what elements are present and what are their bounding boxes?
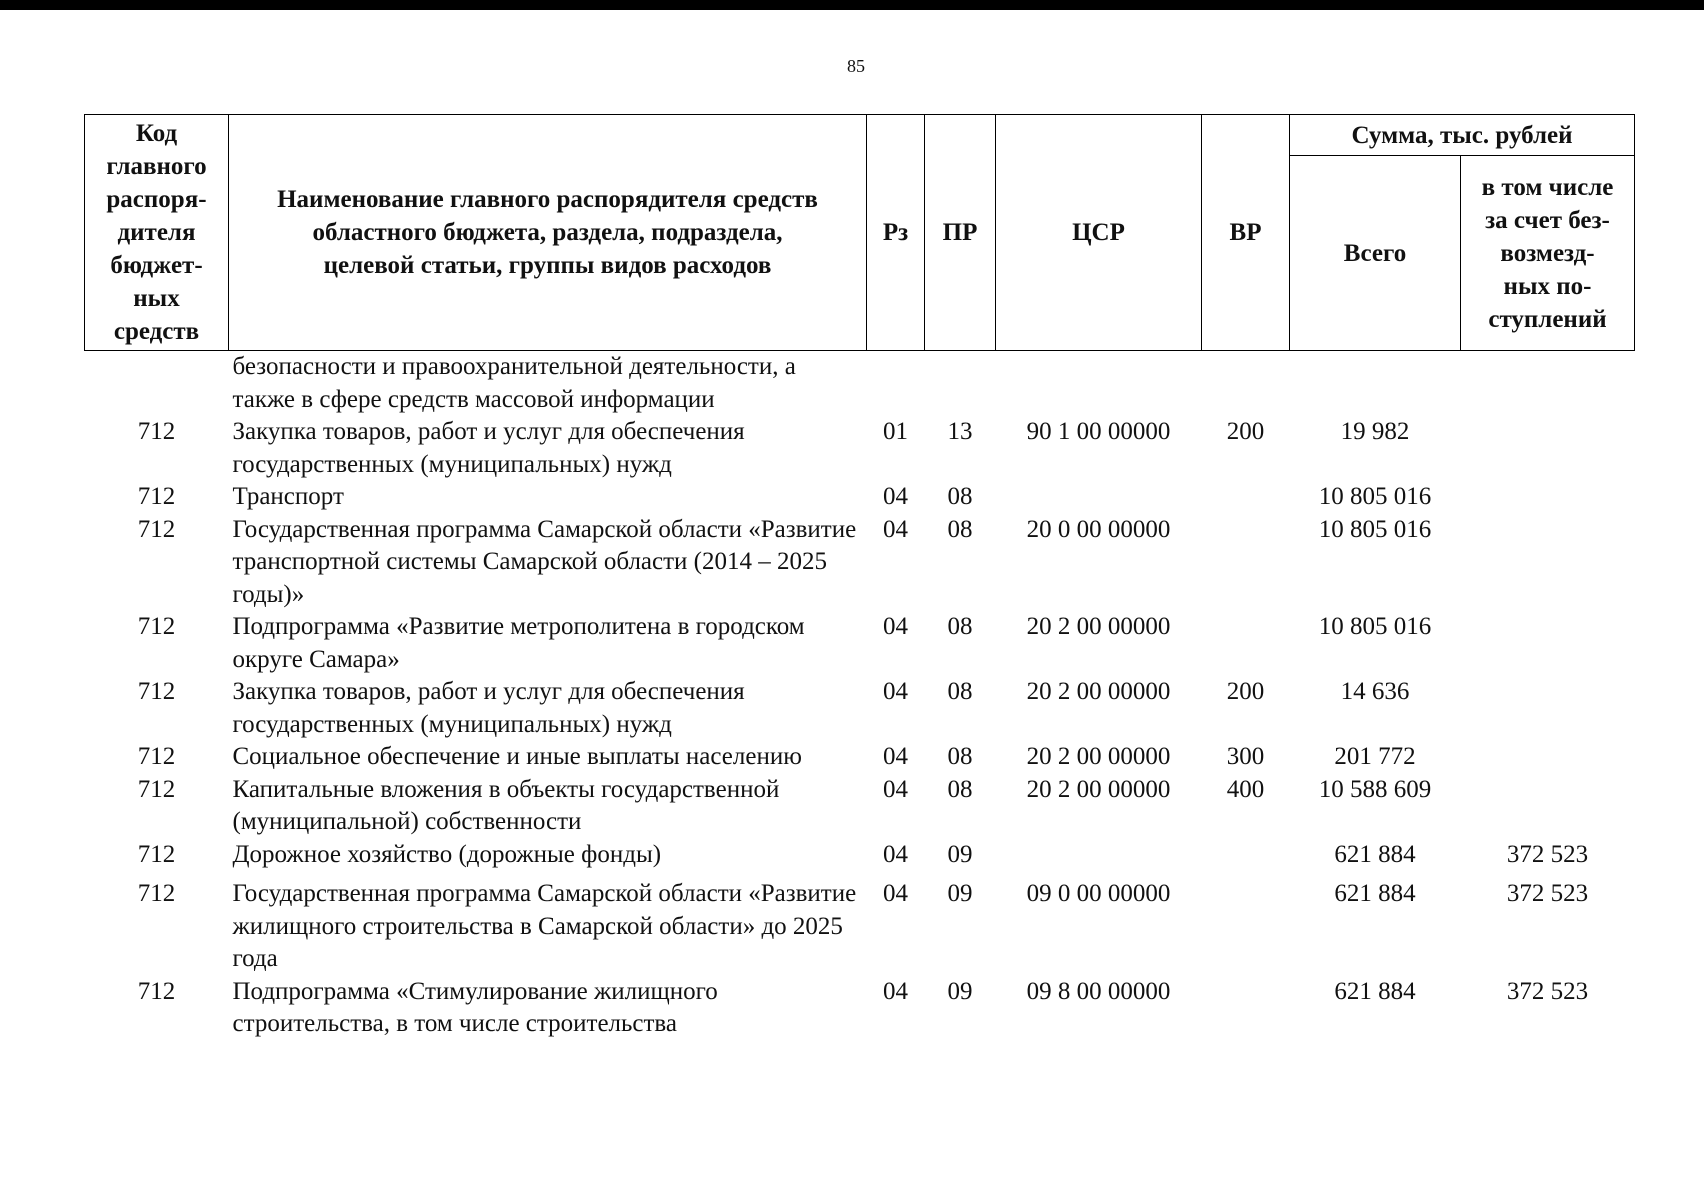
cell-pr: 08 bbox=[947, 775, 973, 803]
cell-grant bbox=[1461, 514, 1635, 612]
cell-name: Транспорт bbox=[232, 483, 344, 510]
cell-csr bbox=[996, 839, 1202, 872]
cell-grant bbox=[1461, 774, 1635, 839]
header-code-line: средств bbox=[113, 318, 200, 345]
cell-vr bbox=[1202, 871, 1290, 976]
cell-pr: 09 bbox=[947, 977, 973, 1005]
cell-grant bbox=[1461, 676, 1635, 741]
cell-total: 10 588 609 bbox=[1318, 775, 1432, 803]
cell-grant bbox=[1461, 741, 1635, 774]
cell-pr: 08 bbox=[947, 515, 973, 543]
cell-pr: 08 bbox=[947, 613, 973, 640]
header-grant bbox=[1461, 156, 1635, 351]
cell-csr: 20 2 00 00000 bbox=[1026, 678, 1171, 705]
cell-pr: 13 bbox=[947, 418, 973, 445]
cell-rz: 04 bbox=[883, 880, 908, 907]
cell-code: 712 bbox=[137, 418, 176, 445]
cell-total: 10 805 016 bbox=[1318, 613, 1432, 640]
cell-total: 10 805 016 bbox=[1318, 515, 1432, 543]
cell-code: 712 bbox=[137, 880, 176, 907]
header-vr: ВР bbox=[1202, 115, 1290, 351]
cell-rz bbox=[867, 351, 925, 417]
cell-name: Капитальные вложения в объекты государственной (муниципальной) собственности bbox=[232, 775, 780, 835]
table-row bbox=[85, 871, 1635, 976]
cell-grant bbox=[1461, 611, 1635, 676]
cell-vr bbox=[1202, 351, 1290, 417]
cell-csr bbox=[996, 351, 1202, 417]
cell-pr: 09 bbox=[947, 840, 973, 868]
header-name bbox=[229, 115, 867, 351]
cell-rz: 04 bbox=[883, 743, 908, 770]
table-row bbox=[85, 839, 1635, 872]
cell-grant: 372 523 bbox=[1506, 977, 1589, 1005]
header-name-line: областного бюджета, раздела, подраздела, bbox=[312, 219, 783, 246]
table-row bbox=[85, 774, 1635, 839]
header-code-line: главного bbox=[106, 153, 207, 180]
cell-grant bbox=[1461, 416, 1635, 481]
cell-rz: 01 bbox=[883, 418, 908, 445]
header-sum: Сумма, тыс. рублей bbox=[1290, 115, 1635, 156]
cell-pr bbox=[925, 351, 996, 417]
header-code-line: бюджет- bbox=[110, 252, 203, 279]
cell-code bbox=[85, 351, 229, 417]
cell-name: Закупка товаров, работ и услуг для обеспечения государственных (муниципальных) нужд bbox=[232, 678, 745, 738]
header-code-line: ных bbox=[133, 285, 180, 312]
header-rz: Рз bbox=[867, 115, 925, 351]
table-row bbox=[85, 676, 1635, 741]
cell-total: 14 636 bbox=[1340, 678, 1410, 705]
table-row bbox=[85, 514, 1635, 612]
cell-name: Социальное обеспечение и иные выплаты населению bbox=[232, 743, 802, 770]
cell-csr: 09 0 00 00000 bbox=[1026, 880, 1171, 907]
cell-vr bbox=[1202, 839, 1290, 872]
cell-grant: 372 523 bbox=[1506, 880, 1589, 907]
table-row bbox=[85, 976, 1635, 1041]
page-number: 85 bbox=[847, 56, 865, 76]
cell-code: 712 bbox=[137, 743, 176, 770]
cell-csr: 20 2 00 00000 bbox=[1026, 613, 1171, 640]
cell-pr: 08 bbox=[947, 743, 973, 770]
cell-csr: 09 8 00 00000 bbox=[1026, 977, 1171, 1005]
cell-rz: 04 bbox=[883, 678, 908, 705]
cell-grant bbox=[1461, 351, 1635, 417]
header-name-line: Наименование главного распорядителя средств bbox=[277, 186, 818, 213]
cell-pr: 08 bbox=[947, 483, 973, 510]
header-grant-line: ступлений bbox=[1488, 305, 1607, 333]
header-code-line: Код bbox=[135, 120, 178, 147]
cell-csr: 20 2 00 00000 bbox=[1026, 743, 1171, 770]
cell-rz: 04 bbox=[883, 775, 908, 803]
cell-vr: 400 bbox=[1226, 775, 1265, 803]
table-row bbox=[85, 611, 1635, 676]
header-grant-line: возмезд- bbox=[1500, 239, 1595, 267]
cell-code: 712 bbox=[137, 678, 176, 705]
cell-total: 201 772 bbox=[1334, 743, 1416, 770]
cell-csr: 20 2 00 00000 bbox=[1026, 775, 1171, 803]
cell-code: 712 bbox=[137, 775, 176, 803]
cell-code: 712 bbox=[137, 515, 176, 543]
table-row bbox=[85, 741, 1635, 774]
cell-total: 621 884 bbox=[1334, 840, 1416, 868]
cell-vr: 300 bbox=[1226, 743, 1265, 770]
cell-rz: 04 bbox=[883, 977, 908, 1005]
cell-code: 712 bbox=[137, 977, 176, 1005]
cell-name: безопасности и правоохранительной деятельности, а также в сфере средств массовой информации bbox=[232, 353, 796, 413]
cell-name: Государственная программа Самарской области «Развитие жилищного строительства в Самарской области» до 2025 года bbox=[232, 880, 857, 972]
cell-name: Подпрограмма «Развитие метрополитена в городском округе Самара» bbox=[232, 613, 805, 673]
table-row bbox=[85, 351, 1635, 417]
cell-name: Дорожное хозяйство (дорожные фонды) bbox=[232, 840, 662, 868]
cell-grant bbox=[1461, 481, 1635, 514]
header-grant-line: в том числе bbox=[1481, 173, 1614, 201]
cell-csr: 20 0 00 00000 bbox=[1026, 515, 1171, 543]
cell-code: 712 bbox=[137, 483, 176, 510]
budget-table bbox=[84, 114, 1635, 1041]
cell-rz: 04 bbox=[883, 515, 908, 543]
cell-name: Государственная программа Самарской области «Развитие транспортной системы Самарской области (2014 – 2025 годы)» bbox=[232, 515, 857, 608]
cell-total bbox=[1290, 351, 1461, 417]
header-grant-line: ных по- bbox=[1503, 272, 1592, 300]
cell-vr bbox=[1202, 611, 1290, 676]
header-name-line: целевой статьи, группы видов расходов bbox=[323, 252, 772, 279]
cell-vr bbox=[1202, 481, 1290, 514]
table-row bbox=[85, 416, 1635, 481]
cell-total: 10 805 016 bbox=[1318, 483, 1432, 510]
cell-pr: 08 bbox=[947, 678, 973, 705]
cell-total: 621 884 bbox=[1334, 977, 1416, 1005]
table-header bbox=[85, 115, 1635, 351]
header-code-line: дителя bbox=[117, 219, 196, 246]
header-total: Всего bbox=[1290, 156, 1461, 351]
cell-csr bbox=[996, 481, 1202, 514]
table-body bbox=[85, 351, 1635, 1041]
cell-rz: 04 bbox=[883, 840, 908, 868]
table-row bbox=[85, 481, 1635, 514]
cell-grant: 372 523 bbox=[1506, 840, 1589, 868]
header-code bbox=[85, 115, 229, 351]
cell-rz: 04 bbox=[883, 613, 908, 640]
top-border bbox=[0, 0, 1704, 10]
cell-code: 712 bbox=[137, 613, 176, 640]
cell-vr: 200 bbox=[1226, 418, 1265, 445]
cell-csr: 90 1 00 00000 bbox=[1026, 418, 1171, 445]
cell-total: 621 884 bbox=[1334, 880, 1416, 907]
header-grant-line: за счет без- bbox=[1485, 206, 1610, 234]
cell-code: 712 bbox=[137, 840, 176, 868]
cell-vr bbox=[1202, 514, 1290, 612]
cell-name: Закупка товаров, работ и услуг для обеспечения государственных (муниципальных) нужд bbox=[232, 418, 745, 478]
header-pr: ПР bbox=[925, 115, 996, 351]
cell-total: 19 982 bbox=[1340, 418, 1410, 445]
cell-name: Подпрограмма «Стимулирование жилищного строительства, в том числе строительства bbox=[232, 977, 718, 1037]
header-code-line: распоря- bbox=[106, 186, 207, 213]
cell-pr: 09 bbox=[947, 880, 973, 907]
cell-rz: 04 bbox=[883, 483, 908, 510]
cell-vr: 200 bbox=[1226, 678, 1265, 705]
cell-vr bbox=[1202, 976, 1290, 1041]
header-csr: ЦСР bbox=[996, 115, 1202, 351]
